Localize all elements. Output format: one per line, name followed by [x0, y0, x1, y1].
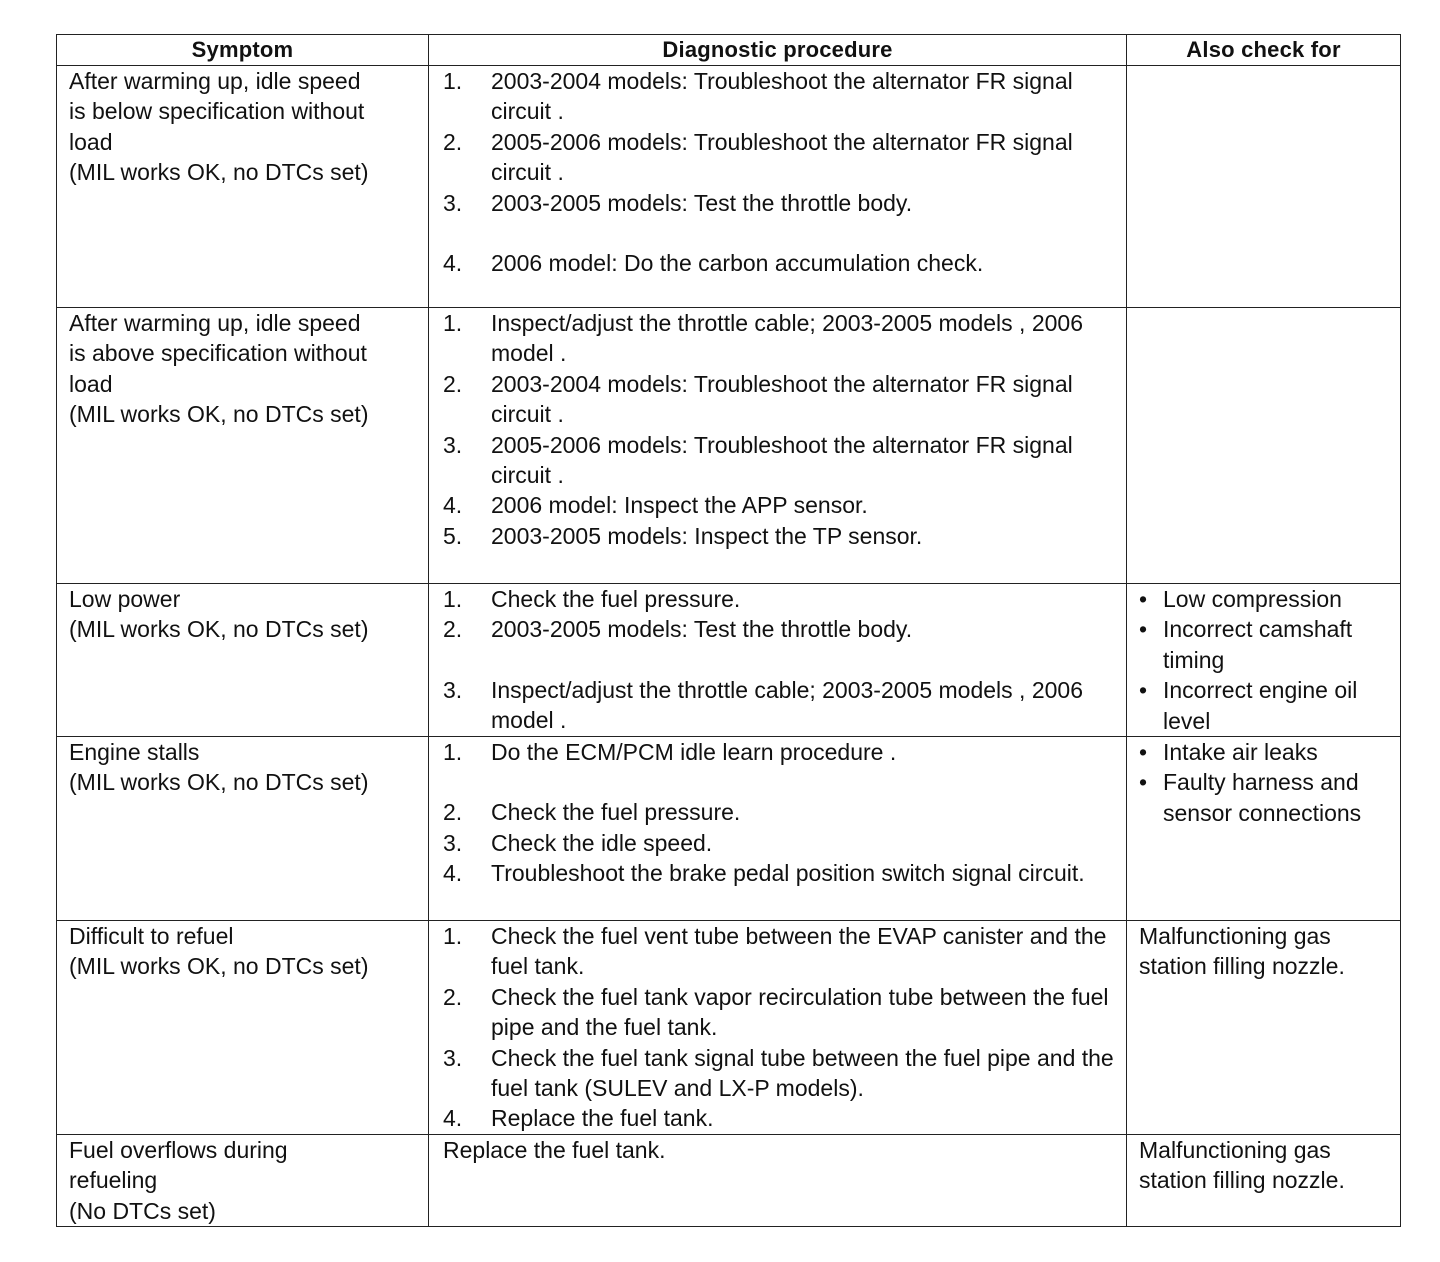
table-header-row	[57, 35, 1401, 66]
table-row	[57, 1134, 1401, 1226]
step-text: Check the fuel tank vapor recirculation tube between the fuel pipe and the fuel tank.	[491, 983, 1109, 1041]
also-check-cell	[1127, 737, 1401, 921]
header-also-check-for: Also check for	[1127, 35, 1401, 66]
procedure-step	[443, 248, 1118, 278]
symptom-line: (MIL works OK, no DTCs set)	[69, 953, 369, 980]
symptom-cell	[57, 308, 429, 584]
procedure-step	[443, 828, 1118, 858]
step-text: Troubleshoot the brake pedal position switch signal circuit.	[491, 860, 1085, 887]
step-text: 2005-2006 models: Troubleshoot the alternator FR signal circuit .	[491, 128, 1073, 186]
step-number: 2.	[443, 983, 463, 1010]
procedure-step	[443, 1103, 1118, 1133]
procedure-step	[443, 737, 1118, 767]
table-row	[57, 308, 1401, 584]
step-text: 2006 model: Inspect the APP sensor.	[491, 492, 868, 519]
procedure-cell	[429, 921, 1127, 1135]
procedure-step	[443, 614, 1118, 644]
also-check-item: • Incorrect engine oil level	[1139, 675, 1394, 736]
step-number: 1.	[443, 739, 463, 766]
table-row	[57, 737, 1401, 921]
also-check-item: • Incorrect camshaft timing	[1139, 614, 1394, 675]
procedure-steps	[443, 66, 1118, 278]
step-number: 3.	[443, 189, 463, 216]
step-text: Check the fuel tank signal tube between the fuel pipe and the fuel tank (SULEV and LX-P models).	[491, 1044, 1114, 1102]
step-number: 3.	[443, 829, 463, 856]
symptom-line: Low power	[69, 586, 181, 612]
table-row	[57, 584, 1401, 737]
symptom-cell	[57, 1134, 429, 1226]
step-number: 1.	[443, 310, 463, 336]
symptom-cell	[57, 66, 429, 308]
symptom-line: Fuel overflows during	[69, 1136, 288, 1163]
header-symptom: Symptom	[57, 35, 429, 66]
bullet-icon: •	[1139, 739, 1148, 766]
table-row	[57, 921, 1401, 1135]
procedure-step	[443, 675, 1118, 736]
step-number: 2.	[443, 616, 463, 643]
symptom-line: After warming up, idle speed	[69, 68, 361, 94]
bullet-icon: •	[1139, 677, 1148, 704]
symptom-line: refueling	[69, 1167, 158, 1194]
step-text: Check the idle speed.	[491, 829, 713, 856]
procedure-step	[443, 188, 1118, 218]
also-check-text: Malfunctioning gas station filling nozzle.	[1139, 1136, 1345, 1194]
procedure-text: Replace the fuel tank.	[443, 1136, 666, 1163]
symptom-line: After warming up, idle speed	[69, 310, 361, 336]
symptom-line: is below specification without	[69, 98, 365, 125]
symptom-cell	[57, 737, 429, 921]
also-check-cell	[1127, 1134, 1401, 1226]
procedure-step	[443, 490, 1118, 520]
symptom-line: (MIL works OK, no DTCs set)	[69, 769, 369, 796]
procedure-cell	[429, 584, 1127, 737]
symptom-cell	[57, 584, 429, 737]
step-text: Check the fuel vent tube between the EVAP canister and the fuel tank.	[491, 923, 1107, 980]
also-check-cell	[1127, 66, 1401, 308]
symptom-line: load	[69, 370, 113, 397]
step-number: 4.	[443, 1105, 463, 1132]
step-text: Inspect/adjust the throttle cable; 2003-2005 models , 2006 model .	[491, 310, 1084, 367]
bullet-icon: •	[1139, 616, 1148, 643]
symptom-cell	[57, 921, 429, 1135]
step-number: 4.	[443, 492, 463, 519]
step-number: 1.	[443, 68, 463, 94]
procedure-step	[443, 921, 1118, 982]
also-check-cell	[1127, 308, 1401, 584]
step-number: 1.	[443, 923, 463, 950]
step-number: 4.	[443, 860, 463, 887]
procedure-step	[443, 66, 1118, 127]
diagnostic-table	[56, 34, 1401, 1227]
step-number: 2.	[443, 370, 463, 397]
procedure-step	[443, 430, 1118, 491]
step-number: 3.	[443, 431, 463, 458]
step-text: 2005-2006 models: Troubleshoot the alternator FR signal circuit .	[491, 431, 1073, 489]
procedure-step	[443, 584, 1118, 614]
symptom-line: (MIL works OK, no DTCs set)	[69, 159, 369, 186]
symptom-line: is above specification without	[69, 340, 367, 367]
symptom-line: Difficult to refuel	[69, 923, 234, 950]
also-check-text: Malfunctioning gas station filling nozzle.	[1139, 923, 1345, 980]
procedure-steps	[443, 737, 1118, 889]
step-number: 2.	[443, 799, 463, 826]
symptom-line: load	[69, 128, 113, 155]
step-text: 2006 model: Do the carbon accumulation check.	[491, 250, 984, 277]
also-check-item: • Low compression	[1139, 584, 1394, 614]
bullet-icon: •	[1139, 769, 1148, 796]
procedure-steps	[443, 921, 1118, 1134]
also-check-list	[1139, 584, 1394, 736]
table-row	[57, 66, 1401, 308]
step-number: 5.	[443, 522, 463, 549]
procedure-step	[443, 797, 1118, 827]
symptom-line: (MIL works OK, no DTCs set)	[69, 616, 369, 643]
bullet-icon: •	[1139, 586, 1148, 612]
step-number: 2.	[443, 128, 463, 155]
step-number: 1.	[443, 586, 463, 612]
step-text: 2003-2005 models: Inspect the TP sensor.	[491, 522, 923, 549]
procedure-cell	[429, 308, 1127, 584]
step-number: 4.	[443, 250, 463, 277]
also-check-list	[1139, 737, 1394, 828]
step-number: 3.	[443, 676, 463, 703]
step-text: Do the ECM/PCM idle learn procedure .	[491, 739, 897, 766]
step-text: 2003-2004 models: Troubleshoot the alternator FR signal circuit .	[491, 68, 1073, 125]
procedure-steps	[443, 584, 1118, 736]
symptom-line: Engine stalls	[69, 739, 200, 766]
procedure-cell	[429, 737, 1127, 921]
step-text: 2003-2004 models: Troubleshoot the alternator FR signal circuit .	[491, 370, 1073, 428]
step-text: Replace the fuel tank.	[491, 1105, 714, 1132]
step-text: Check the fuel pressure.	[491, 586, 741, 612]
procedure-cell	[429, 1134, 1127, 1226]
also-check-item: • Faulty harness and sensor connections	[1139, 767, 1394, 828]
step-text: 2003-2005 models: Test the throttle body.	[491, 616, 913, 643]
step-text: Inspect/adjust the throttle cable; 2003-2005 models , 2006 model .	[491, 676, 1084, 734]
step-text: Check the fuel pressure.	[491, 799, 741, 826]
procedure-step	[443, 127, 1118, 188]
procedure-step	[443, 982, 1118, 1043]
procedure-step	[443, 521, 1118, 551]
symptom-line: (MIL works OK, no DTCs set)	[69, 401, 369, 428]
step-text: 2003-2005 models: Test the throttle body.	[491, 189, 913, 216]
step-number: 3.	[443, 1044, 463, 1071]
procedure-steps	[443, 308, 1118, 551]
procedure-step	[443, 369, 1118, 430]
also-check-cell	[1127, 921, 1401, 1135]
also-check-cell	[1127, 584, 1401, 737]
procedure-step	[443, 308, 1118, 369]
procedure-cell	[429, 66, 1127, 308]
header-diagnostic-procedure: Diagnostic procedure	[429, 35, 1127, 66]
also-check-item: • Intake air leaks	[1139, 737, 1394, 767]
symptom-line: (No DTCs set)	[69, 1197, 216, 1224]
procedure-step	[443, 1043, 1118, 1104]
procedure-step	[443, 858, 1118, 888]
